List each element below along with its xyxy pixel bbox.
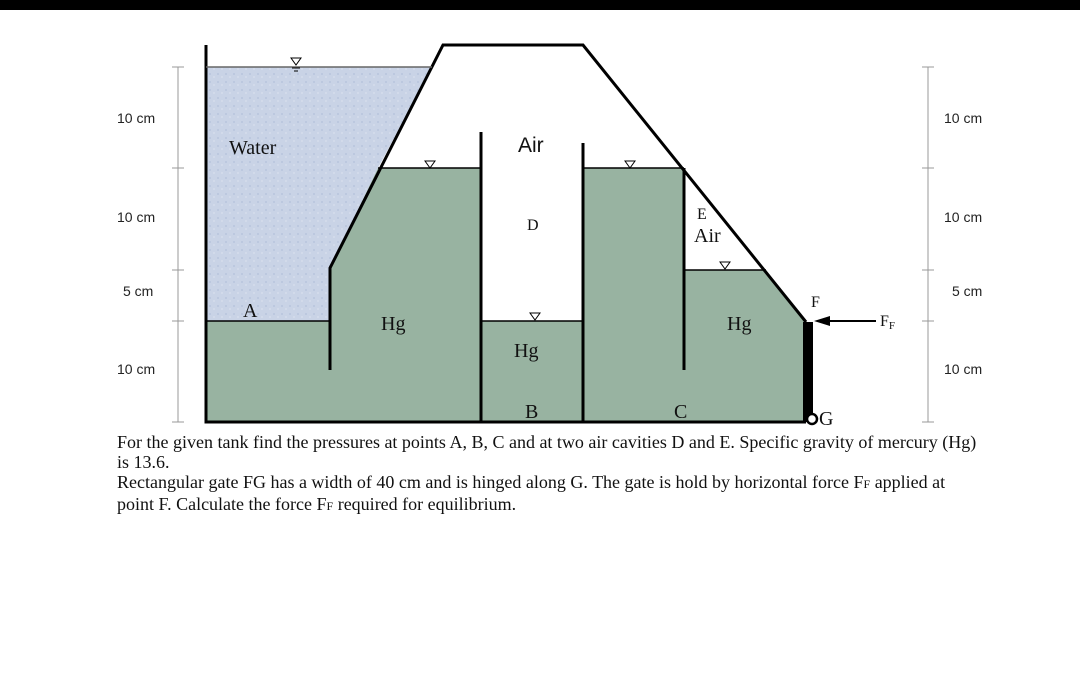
point-c: C <box>674 401 688 423</box>
left-dim-4: 10 cm <box>117 361 156 377</box>
point-g: G <box>819 408 834 430</box>
point-b: B <box>525 401 539 423</box>
problem-line-2: Rectangular gate FG has a width of 40 cm and is hinged along G. The gate is hold by horizontal force FF applied at point F. Calculate the force FF required for equilibrium. <box>117 472 946 514</box>
problem-line-1: For the given tank find the pressures at points A, B, C and at two air cavities D and E. Specific gravity of mercury (Hg) is 13.6. <box>117 432 977 472</box>
right-dim-2: 10 cm <box>944 209 983 225</box>
force-arrow-head <box>814 316 830 326</box>
left-dim-1: 10 cm <box>117 110 156 126</box>
left-dimension-line <box>172 67 184 422</box>
right-dimension-line <box>922 67 934 422</box>
label-hg-right: Hg <box>727 313 752 335</box>
left-dim-2: 10 cm <box>117 209 156 225</box>
problem-statement <box>117 432 977 516</box>
left-dim-3: 5 cm <box>123 283 154 299</box>
label-d: D <box>527 217 539 234</box>
point-f: F <box>811 294 820 311</box>
label-air-right: Air <box>694 225 721 247</box>
right-dim-3: 5 cm <box>952 283 983 299</box>
label-e: E <box>697 206 707 223</box>
label-hg-left: Hg <box>381 313 406 335</box>
label-hg-middle: Hg <box>514 340 539 362</box>
label-water: Water <box>229 137 277 159</box>
right-dim-4: 10 cm <box>944 361 983 377</box>
right-dim-1: 10 cm <box>944 110 983 126</box>
hinge-g <box>807 414 817 424</box>
force-label: FF <box>880 313 896 332</box>
gate-fg <box>803 322 813 422</box>
point-a: A <box>243 300 258 322</box>
label-air-top: Air <box>518 134 544 157</box>
